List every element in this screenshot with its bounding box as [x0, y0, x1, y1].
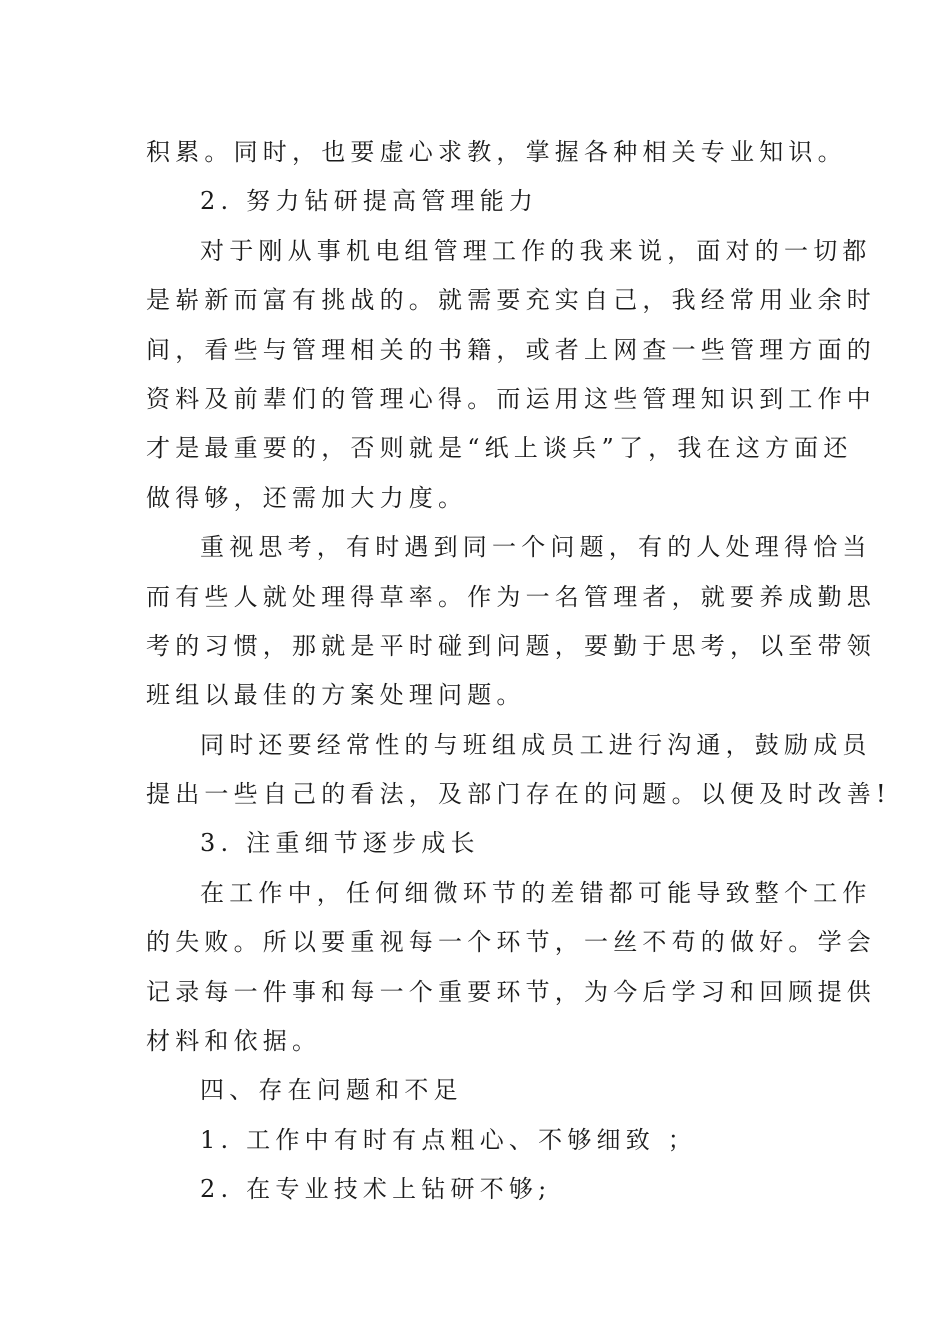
list-item-2: 2. 在专业技术上钻研不够;: [200, 1175, 552, 1204]
paragraph-line: 是崭新而富有挑战的。就需要充实自己，我经常用业余时: [146, 286, 876, 315]
paragraph-line: 重视思考，有时遇到同一个问题，有的人处理得恰当: [200, 533, 872, 562]
paragraph-line: 材料和依据。: [146, 1027, 322, 1056]
paragraph-line: 才是最重要的，否则就是“纸上谈兵”了，我在这方面还: [146, 434, 853, 463]
paragraph-line: 记录每一件事和每一个重要环节，为今后学习和回顾提供: [146, 977, 876, 1006]
paragraph-line: 的失败。所以要重视每一个环节，一丝不苟的做好。学会: [146, 928, 876, 957]
section-heading-2: 2. 努力钻研提高管理能力: [200, 187, 539, 216]
section-heading-4: 四、存在问题和不足: [200, 1076, 463, 1105]
document-body: [146, 128, 891, 1215]
paragraph-line: 对于刚从事机电组管理工作的我来说，面对的一切都: [200, 236, 872, 265]
paragraph-line: 班组以最佳的方案处理问题。: [146, 681, 526, 710]
paragraph-line: 积累。同时，也要虚心求教，掌握各种相关专业知识。: [146, 138, 847, 166]
paragraph-line: 考的习惯，那就是平时碰到问题，要勤于思考，以至带领: [146, 631, 876, 660]
paragraph-line: 资料及前辈们的管理心得。而运用这些管理知识到工作中: [146, 384, 876, 413]
paragraph-line: 做得够，还需加大力度。: [146, 483, 468, 512]
paragraph-line: 间，看些与管理相关的书籍，或者上网查一些管理方面的: [146, 335, 876, 364]
paragraph-line: 提出一些自己的看法，及部门存在的问题。以便及时改善!: [146, 780, 891, 809]
list-item-1: 1. 工作中有时有点粗心、不够细致 ；: [200, 1125, 697, 1154]
paragraph-line: 在工作中，任何细微环节的差错都可能导致整个工作: [200, 878, 872, 907]
paragraph-line: 而有些人就处理得草率。作为一名管理者，就要养成勤思: [146, 582, 876, 611]
section-heading-3: 3. 注重细节逐步成长: [200, 829, 480, 858]
paragraph-line: 同时还要经常性的与班组成员工进行沟通，鼓励成员: [200, 730, 872, 759]
